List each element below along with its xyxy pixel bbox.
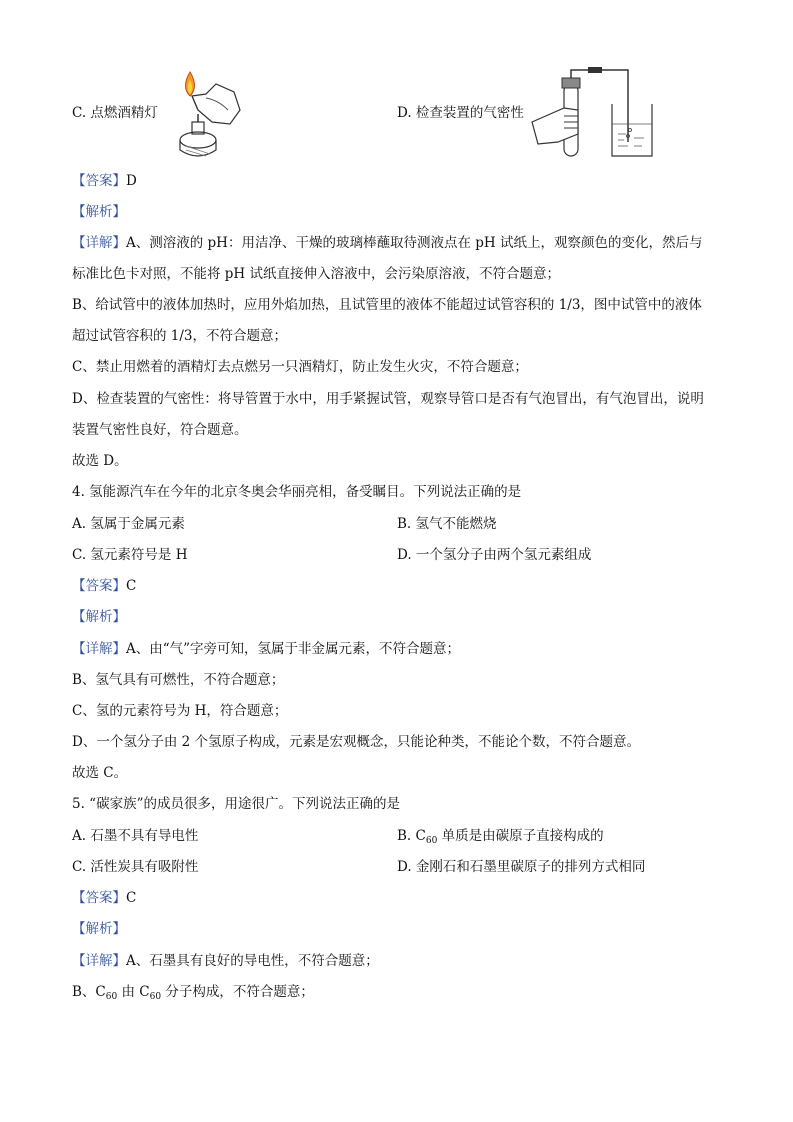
answer-value: C: [126, 890, 137, 906]
detail-text-b: 由 C: [117, 984, 150, 1000]
q5-stem: 5. “碳家族”的成员很多，用途很广。下列说法正确的是: [72, 796, 400, 812]
option-b-text: 单质是由碳原子直接构成的: [437, 828, 604, 844]
q3-detail-line-3: B、给试管中的液体加热时，应用外焰加热，且试管里的液体不能超过试管容积的 1/3，图中试管中的液体: [72, 297, 702, 313]
alcohol-lamp-figure: [176, 70, 248, 162]
q3-answer: [72, 172, 137, 190]
option-b-prefix: B. C: [397, 828, 426, 844]
q4-analysis-tag: 【解析】: [72, 609, 126, 625]
q4-option-b: B. 氢气不能燃烧: [397, 516, 497, 532]
detail-text-a: B、C: [72, 984, 106, 1000]
q4-answer: [72, 577, 136, 595]
q3-detail-line-4: 超过试管容积的 1/3，不符合题意；: [72, 328, 288, 344]
detail-tag: 【详解】: [72, 235, 126, 251]
q5-answer: [72, 889, 136, 907]
detail-tag: 【详解】: [72, 641, 126, 657]
subscript-60: 60: [105, 992, 118, 1002]
q3-detail-line-7: 装置气密性良好，符合题意。: [72, 422, 248, 438]
q5-analysis-tag: 【解析】: [72, 921, 126, 937]
detail-tag: 【详解】: [72, 953, 126, 969]
answer-tag: 【答案】: [72, 890, 126, 906]
detail-text: A、测溶液的 pH：用洁净、干燥的玻璃棒蘸取待测液点在 pH 试纸上，观察颜色的变化，然后与: [126, 235, 703, 251]
q3-conclusion: 故选 D。: [72, 453, 128, 469]
q5-option-c: C. 活性炭具有吸附性: [72, 859, 199, 875]
q4-option-a: A. 氢属于金属元素: [72, 516, 185, 532]
q4-stem: 4. 氢能源汽车在今年的北京冬奥会华丽亮相，备受瞩目。下列说法正确的是: [72, 484, 522, 500]
q5-detail-line-1: [72, 952, 379, 970]
q4-detail-line-2: B、氢气具有可燃性，不符合题意；: [72, 672, 285, 688]
q3-option-c: C. 点燃酒精灯: [72, 105, 158, 121]
q4-detail-line-3: C、氢的元素符号为 H，符合题意；: [72, 703, 288, 719]
answer-tag: 【答案】: [72, 173, 126, 189]
q3-detail-line-5: C、禁止用燃着的酒精灯去点燃另一只酒精灯，防止发生火灾，不符合题意；: [72, 359, 528, 375]
answer-tag: 【答案】: [72, 578, 126, 594]
q3-detail-line-1: [72, 234, 702, 252]
subscript-60: 60: [425, 836, 438, 846]
detail-text: A、由“气”字旁可知，氢属于非金属元素，不符合题意；: [126, 641, 461, 657]
detail-text: A、石墨具有良好的导电性，不符合题意；: [126, 953, 379, 969]
q5-option-a: A. 石墨不具有导电性: [72, 828, 199, 844]
q3-analysis-tag: 【解析】: [72, 204, 126, 220]
detail-text-c: 分子构成，不符合题意；: [161, 984, 314, 1000]
answer-value: C: [126, 578, 137, 594]
subscript-60: 60: [149, 992, 162, 1002]
answer-value: D: [126, 173, 137, 189]
airtightness-check-figure: [528, 64, 660, 160]
q4-conclusion: 故选 C。: [72, 765, 128, 781]
q5-option-d: D. 金刚石和石墨里碳原子的排列方式相同: [397, 859, 646, 875]
q3-option-d: D. 检查装置的气密性: [397, 105, 524, 121]
q5-option-b: [397, 827, 604, 845]
q4-option-c: C. 氢元素符号是 H: [72, 547, 188, 563]
q4-detail-line-1: [72, 640, 460, 658]
q4-detail-line-4: D、一个氢分子由 2 个氢原子构成，元素是宏观概念，只能论种类，不能论个数，不符合题意。: [72, 734, 640, 750]
q4-option-d: D. 一个氢分子由两个氢元素组成: [397, 547, 592, 563]
q3-detail-line-2: 标准比色卡对照，不能将 pH 试纸直接伸入溶液中，会污染原溶液，不符合题意；: [72, 266, 560, 282]
q5-detail-line-2: [72, 983, 314, 1001]
q3-detail-line-6: D、检查装置的气密性：将导管置于水中，用手紧握试管，观察导管口是否有气泡冒出，有气泡冒出，说明: [72, 391, 704, 407]
